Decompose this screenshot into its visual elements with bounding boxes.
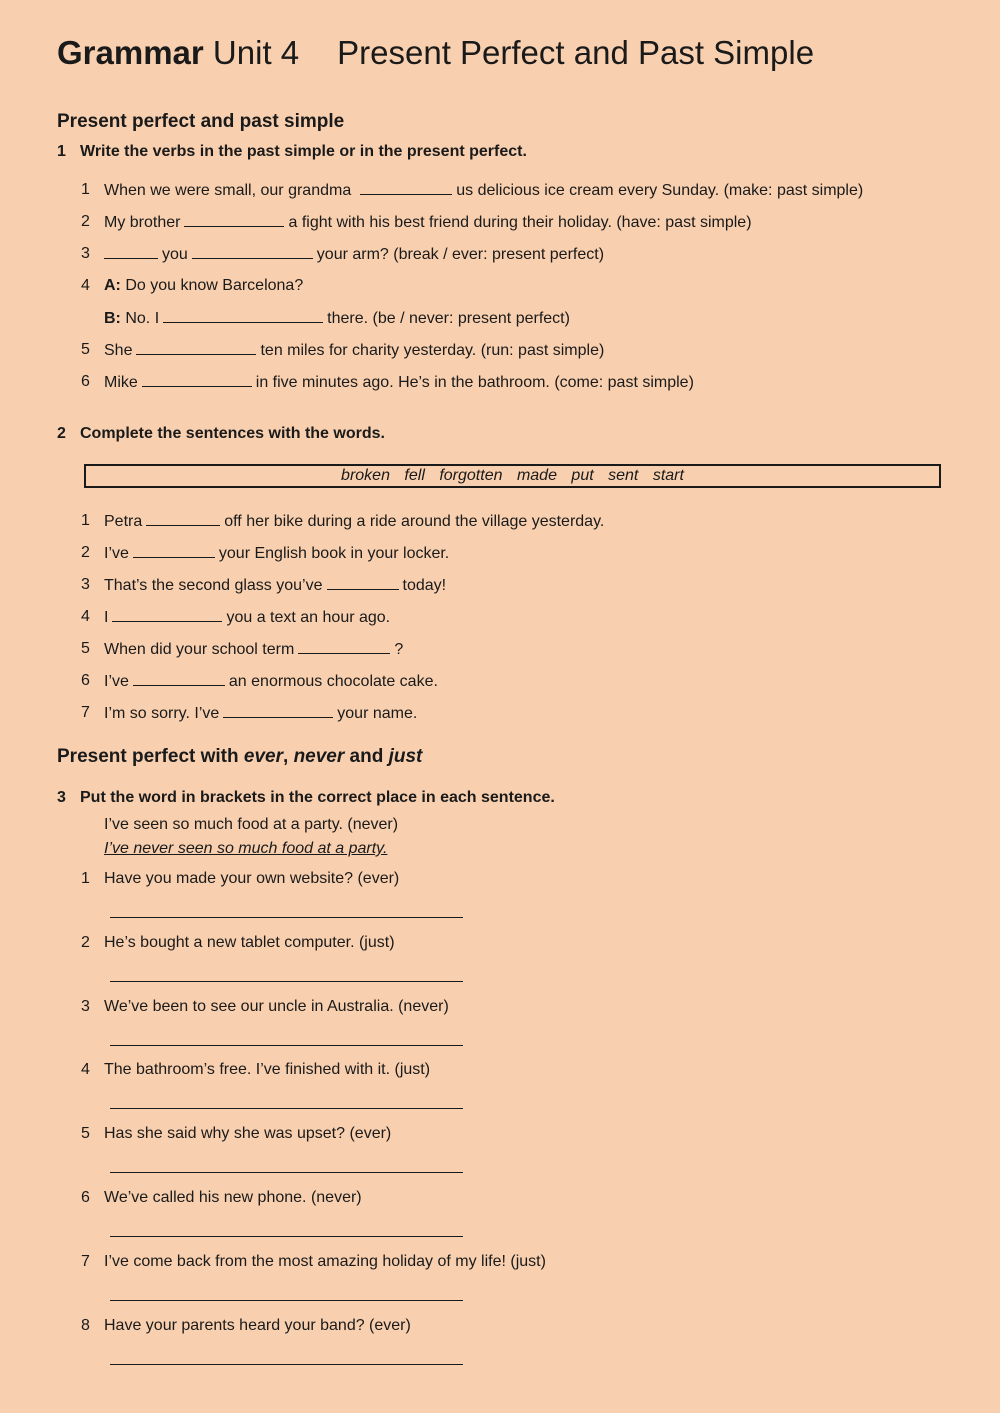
item-text-end: your arm? (break / ever: present perfect) [316,246,605,263]
item-text-start: She [104,342,133,359]
list-item: Have your parents heard your band? (ever) [104,1317,411,1334]
answer-blank[interactable] [184,213,284,227]
item-text-start: I’m so sorry. I’ve [104,705,220,722]
item-number: 5 [81,341,90,358]
word-option: forgotten [439,467,503,484]
section-heading-2 [57,746,422,768]
instruction-text: Write the verbs in the past simple or in the present perfect. [80,143,527,160]
word-option: broken [341,467,390,484]
answer-blank[interactable] [298,640,390,654]
answer-blank[interactable] [133,544,215,558]
answer-line[interactable] [110,1045,463,1046]
item-number: 6 [81,373,90,390]
list-item [104,309,570,328]
item-number: 4 [81,1061,90,1078]
heading-text: and [349,746,384,767]
answer-blank[interactable] [146,512,220,526]
list-item [104,704,417,723]
answer-line[interactable] [110,981,463,982]
item-text-start: My brother [104,214,181,231]
item-number: 8 [81,1317,90,1334]
item-text-end: today! [402,577,447,594]
item-text-start: When we were small, our grandma [104,182,352,199]
item-text-start: I’ve [104,545,129,562]
list-item [104,512,604,531]
list-item: We’ve been to see our uncle in Australia. (never) [104,998,449,1015]
item-text-start: I’ve [104,673,129,690]
title-bold: Grammar [57,34,204,71]
answer-blank[interactable] [136,341,256,355]
item-text-end: in five minutes ago. He’s in the bathroom. (come: past simple) [255,374,694,391]
answer-blank[interactable] [223,704,333,718]
item-text-start: That’s the second glass you’ve [104,577,323,594]
answer-blank[interactable] [163,309,323,323]
item-number: 3 [81,576,90,593]
item-number: 3 [81,245,90,262]
item-text-start: I [104,609,109,626]
list-item [104,213,752,232]
word-box [84,464,941,488]
word-option: made [516,467,557,484]
list-item [104,277,303,295]
answer-line[interactable] [110,1300,463,1301]
item-text-end: an enormous chocolate cake. [228,673,438,690]
page-title [57,34,814,72]
speaker-label: A: [104,277,121,294]
list-item [104,608,390,627]
item-text-start: Mike [104,374,138,391]
item-text-end: your English book in your locker. [218,545,450,562]
section-heading-1: Present perfect and past simple [57,111,345,132]
item-text-end: your name. [337,705,418,722]
answer-blank[interactable] [142,373,252,387]
item-text-end: you a text an hour ago. [226,609,391,626]
word-option: fell [404,467,425,484]
item-text-start: When did your school term [104,641,295,658]
heading-separator: , [283,746,289,767]
item-number: 3 [81,998,90,1015]
list-item [104,181,863,200]
exercise-number: 3 [57,789,66,806]
exercise-3-instruction [57,789,555,807]
item-text-start: Do you know Barcelona? [125,277,304,294]
instruction-text: Complete the sentences with the words. [80,425,385,442]
answer-blank[interactable] [360,181,452,195]
item-text-start: Petra [104,513,143,530]
item-number: 1 [81,181,90,198]
item-number: 5 [81,1125,90,1142]
item-number: 6 [81,1189,90,1206]
answer-line[interactable] [110,1108,463,1109]
item-text-end: ? [394,641,404,658]
list-item: He’s bought a new tablet computer. (just) [104,934,395,951]
answer-blank[interactable] [104,245,158,259]
answer-line[interactable] [110,1172,463,1173]
heading-text: Present perfect with [57,746,239,767]
item-number: 4 [81,608,90,625]
title-topic: Present Perfect and Past Simple [337,34,815,71]
item-number: 1 [81,512,90,529]
list-item [104,544,449,563]
list-item [104,245,604,264]
answer-blank[interactable] [112,608,222,622]
item-number: 7 [81,1253,90,1270]
item-number: 7 [81,704,90,721]
item-number: 1 [81,870,90,887]
title-unit: Unit 4 [212,34,300,71]
list-item [104,576,446,595]
item-text-end: a fight with his best friend during their holiday. (have: past simple) [288,214,752,231]
item-text-middle: you [162,246,188,263]
list-item [104,373,694,392]
heading-keyword: never [293,746,345,767]
exercise-number: 2 [57,425,66,442]
example-sentence: I’ve seen so much food at a party. (never) [104,816,399,833]
word-option: sent [608,467,639,484]
answer-line[interactable] [110,1236,463,1237]
list-item [104,640,403,659]
speaker-label: B: [104,310,121,327]
list-item [104,672,438,691]
item-text-end: ten miles for charity yesterday. (run: past simple) [260,342,605,359]
list-item: We’ve called his new phone. (never) [104,1189,362,1206]
item-number: 5 [81,640,90,657]
exercise-number: 1 [57,143,66,160]
exercise-2-instruction [57,425,385,443]
answer-blank[interactable] [192,245,313,259]
word-option: start [652,467,684,484]
list-item: The bathroom’s free. I’ve finished with it. (just) [104,1061,431,1078]
list-item: Has she said why she was upset? (ever) [104,1125,392,1142]
answer-line[interactable] [110,1364,463,1365]
item-number: 6 [81,672,90,689]
item-number: 2 [81,213,90,230]
answer-line[interactable] [110,917,463,918]
item-text-end: there. (be / never: present perfect) [327,310,570,327]
instruction-text: Put the word in brackets in the correct place in each sentence. [80,789,555,806]
heading-keyword: just [388,746,423,767]
answer-blank[interactable] [133,672,225,686]
item-text-start: No. I [125,310,160,327]
item-text-end: us delicious ice cream every Sunday. (make: past simple) [456,182,864,199]
list-item: I’ve come back from the most amazing holiday of my life! (just) [104,1253,546,1270]
exercise-1-instruction [57,143,527,161]
word-option: put [571,467,594,484]
item-number: 2 [81,544,90,561]
list-item: Have you made your own website? (ever) [104,870,400,887]
heading-keyword: ever [243,746,283,767]
list-item [104,341,604,360]
item-number: 2 [81,934,90,951]
answer-blank[interactable] [327,576,399,590]
example-answer: I’ve never seen so much food at a party. [104,840,388,857]
item-text-end: off her bike during a ride around the village yesterday. [224,513,605,530]
item-number: 4 [81,277,90,294]
